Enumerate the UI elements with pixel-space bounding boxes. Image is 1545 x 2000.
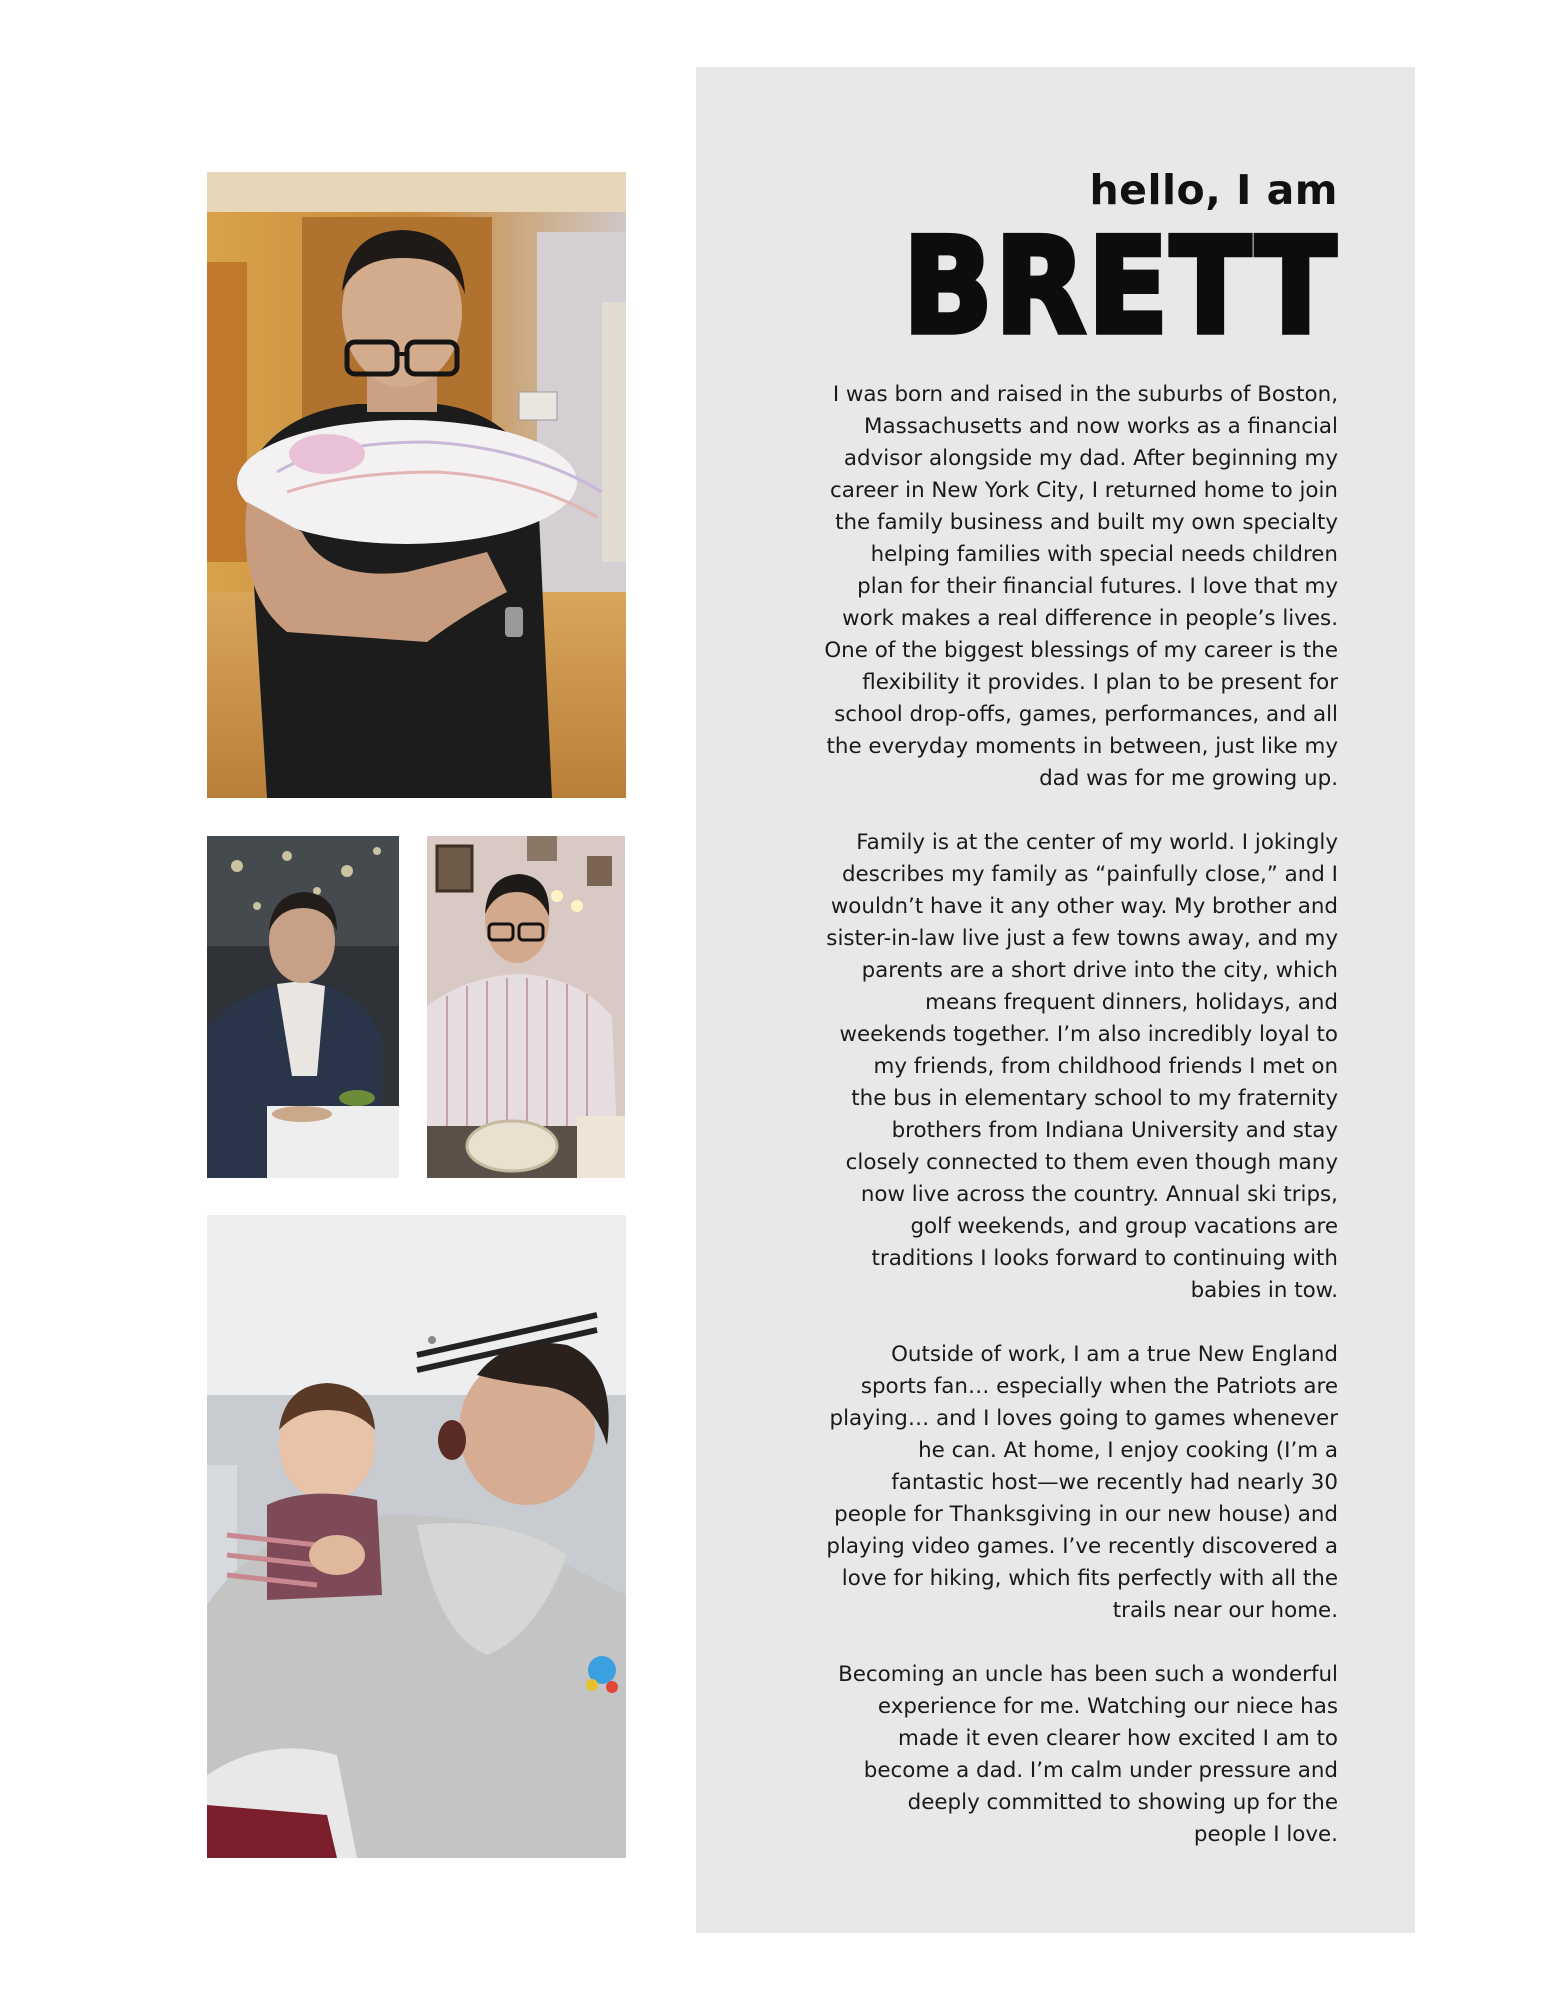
photo-restaurant-striped-shirt-image [427, 836, 625, 1178]
greeting-heading: hello, I am [1089, 166, 1338, 214]
photo-restaurant-striped-shirt [427, 836, 625, 1178]
photo-holding-niece-image [207, 1215, 626, 1858]
bio-text [768, 379, 1338, 1883]
bio-paragraph-uncle: Becoming an uncle has been such a wonderful experience for me. Watching our niece has made it even clearer how excited I am to become a dad. I’m calm under pressure and deeply committed to showing up for the people I love. [838, 1662, 1338, 1847]
photo-restaurant-suit-image [207, 836, 399, 1178]
bio-paragraph-family: Family is at the center of my world. I jokingly describes my family as “painfully close,” and I wouldn’t have it any other way. My brother and sister-in-law live just a few towns away, and my parents are a short drive into the city, which means frequent dinners, holidays, and weekends together. I’m also incredibly loyal to my friends, from childhood friends I met on the bus in elementary school to my fraternity brothers from Indiana University and stay closely connected to them even though many now live across the country. Annual ski trips, golf weekends, and group vacations are traditions I looks forward to continuing with babies in tow. [826, 830, 1338, 1303]
bio-paragraph-hobbies: Outside of work, I am a true New England sports fan… especially when the Patriots are playing… and I loves going to games whenever he can. At home, I enjoy cooking (I’m a fantastic host—we recently had nearly 30 people for Thanksgiving in our new house) and playing video games. I’ve recently discovered a love for hiking, which fits perfectly with all the trails near our home. [826, 1342, 1338, 1623]
bio-paragraph-career: I was born and raised in the suburbs of Boston, Massachusetts and now works as a financial advisor alongside my dad. After beginning my career in New York City, I returned home to join the family business and built my own specialty helping families with special needs children plan for their financial futures. I love that my work makes a real difference in people’s lives. One of the biggest blessings of my career is the flexibility it provides. I plan to be present for school drop-offs, games, performances, and all the everyday moments in between, just like my dad was for me growing up. [824, 382, 1338, 791]
photo-holding-newborn-image [207, 172, 626, 798]
photo-holding-newborn [207, 172, 626, 798]
bio-panel [696, 67, 1415, 1933]
name-heading: BRETT [902, 208, 1338, 364]
photo-restaurant-suit [207, 836, 399, 1178]
photo-holding-niece [207, 1215, 626, 1858]
